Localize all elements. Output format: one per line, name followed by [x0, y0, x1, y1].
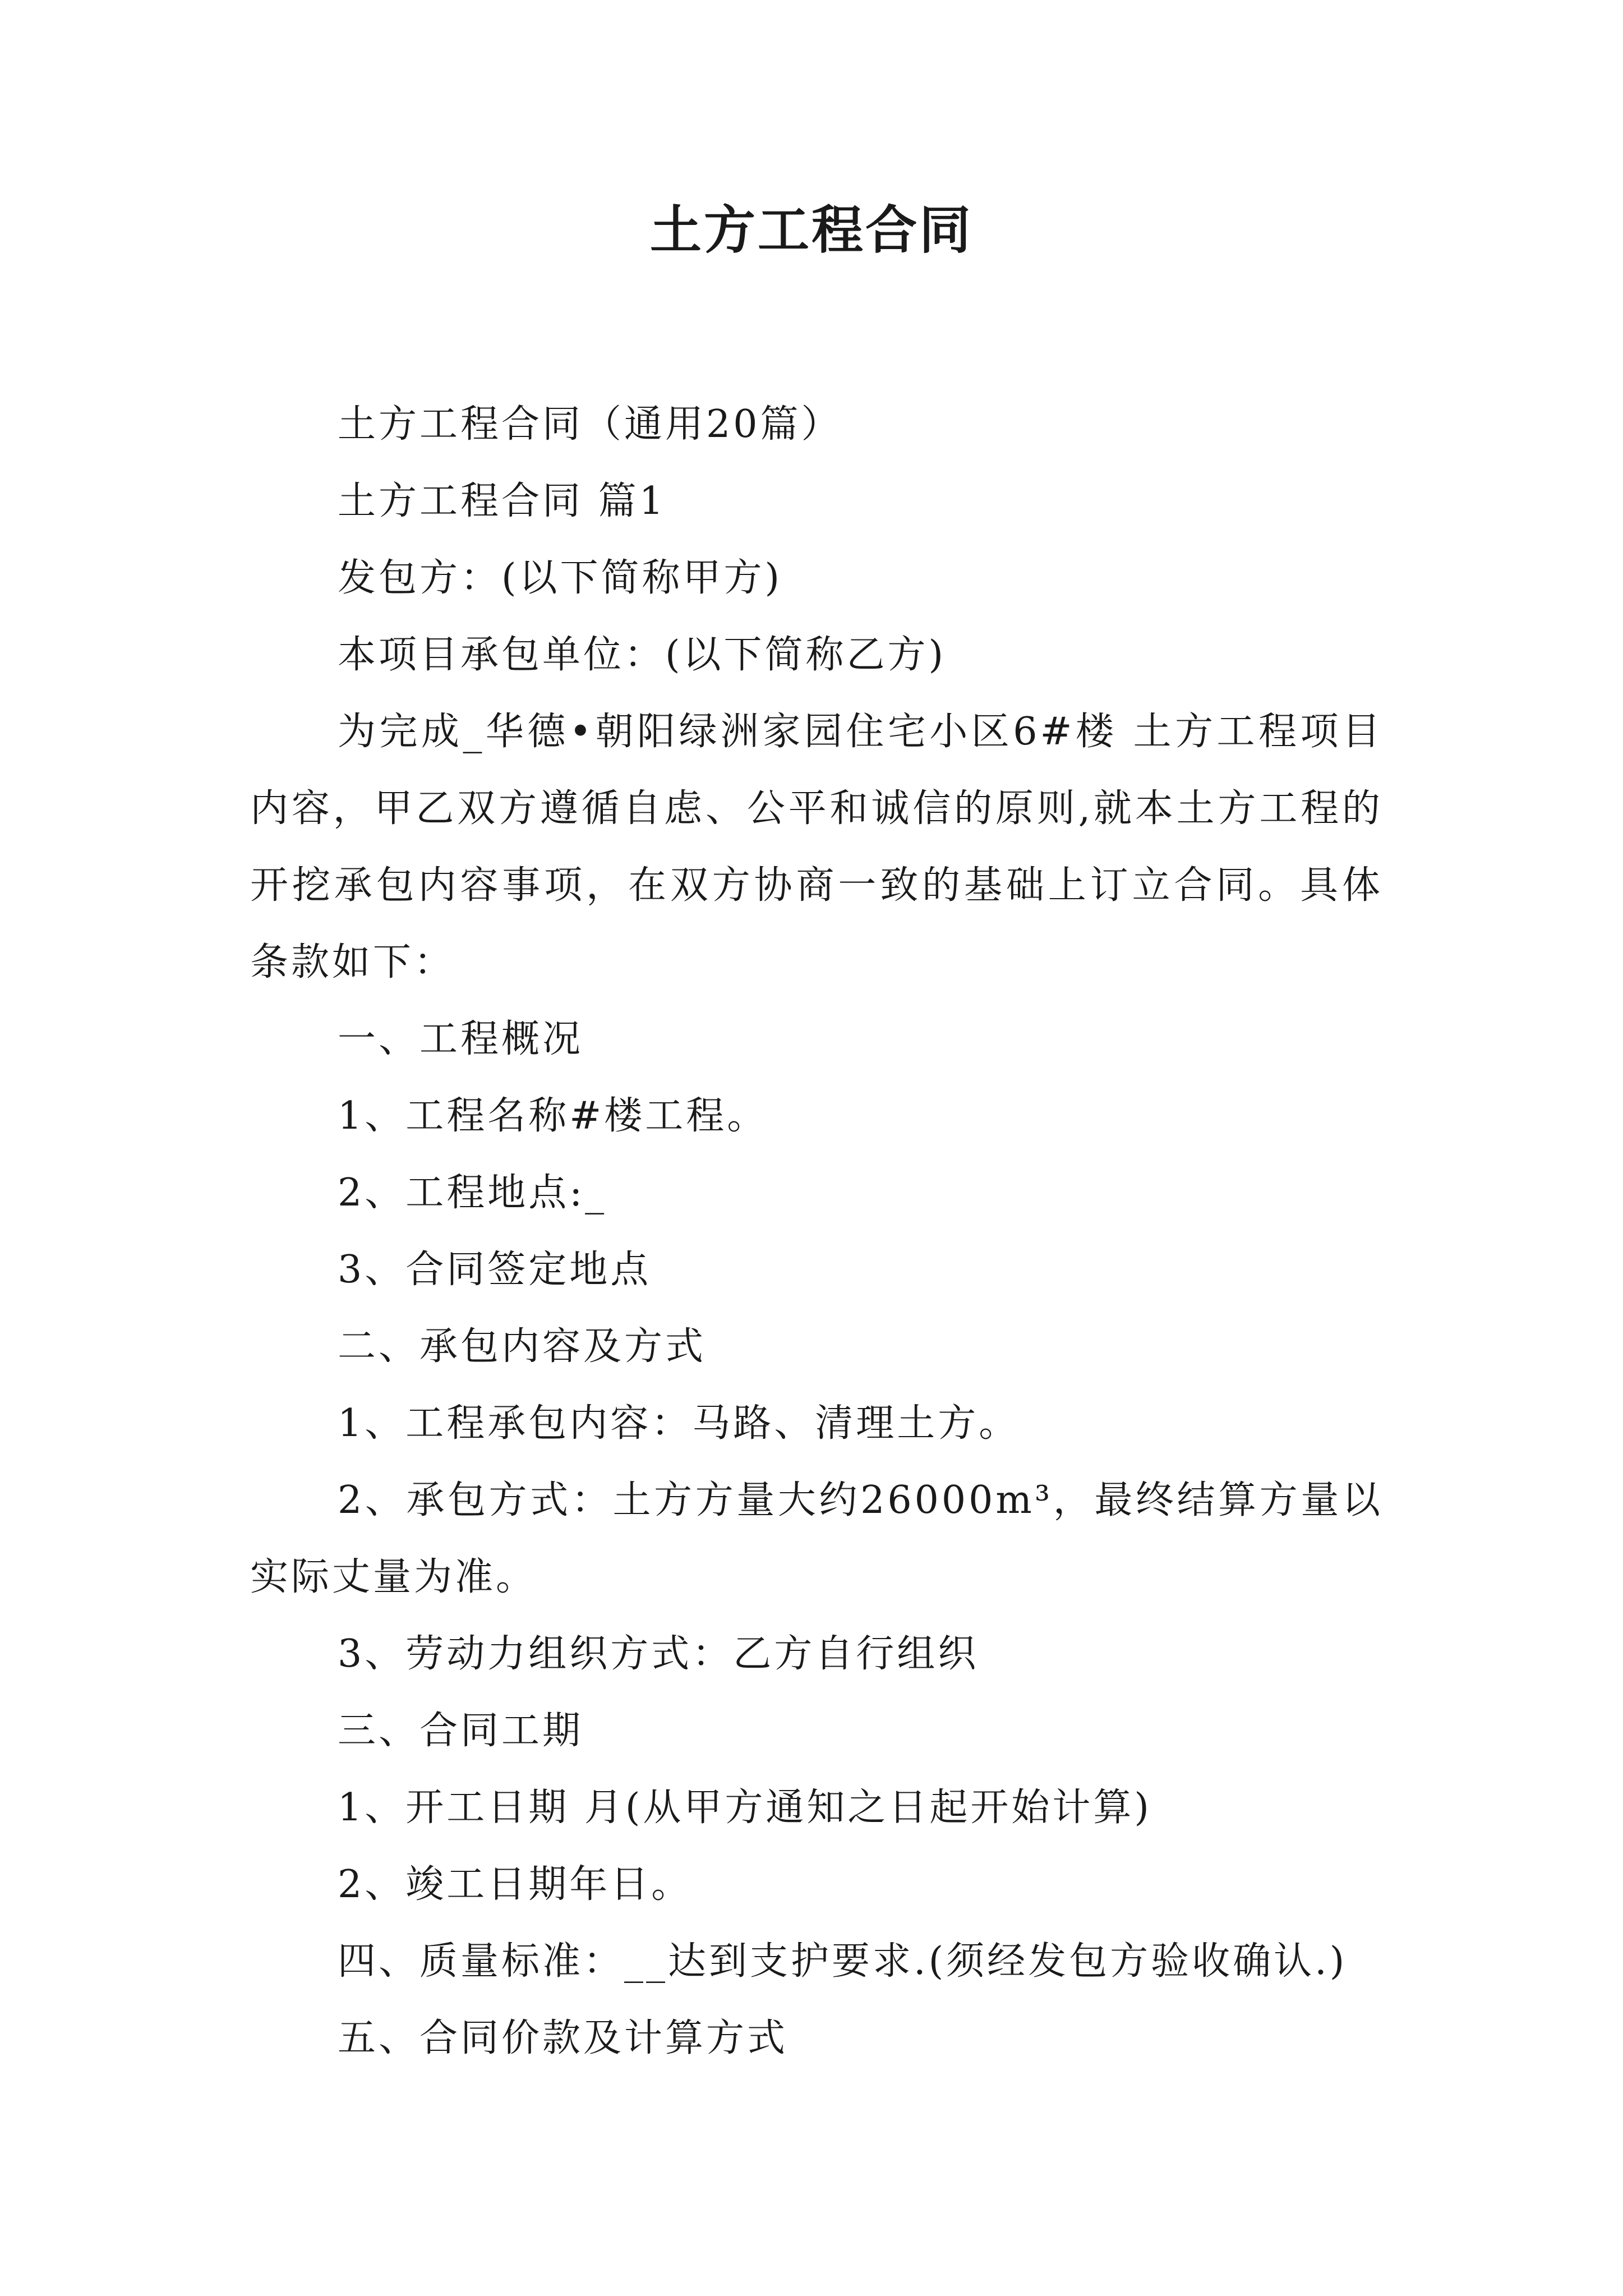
clause-heading: 五、合同价款及计算方式 — [338, 2016, 789, 2060]
intro-paragraph: 为完成_华德•朝阳绿洲家园住宅小区6#楼 土方工程项目内容，甲乙双方遵循自虑、公平和诚信的原则,就本土方工程的开挖承包内容事项，在双方协商一致的基础上订立合同。具体条款如下： — [250, 710, 1383, 984]
clause-item: 1、工程承包内容：马路、清理土方。 — [338, 1401, 1020, 1446]
clause-item: 3、合同签定地点 — [338, 1248, 652, 1292]
clause-item: 2、承包方式：土方方量大约26000m³，最终结算方量以实际丈量为准。 — [250, 1478, 1383, 1599]
clause-item: 1、开工日期 月(从甲方通知之日起开始计算) — [338, 1786, 1152, 1830]
clause-heading: 一、工程概况 — [338, 1017, 584, 1061]
clause-item: 2、竣工日期年日。 — [338, 1862, 693, 1907]
party-b-line: 本项目承包单位：(以下简称乙方) — [338, 633, 947, 677]
party-a-line: 发包方：(以下简称甲方) — [338, 556, 783, 600]
section-heading: 土方工程合同 篇1 — [338, 479, 666, 523]
clause-heading: 四、质量标准：__达到支护要求.(须经发包方验收确认.) — [338, 1939, 1348, 1984]
clause-item: 2、工程地点:_ — [338, 1171, 607, 1215]
clause-heading: 三、合同工期 — [338, 1709, 584, 1753]
subtitle-paragraph: 土方工程合同（通用20篇） — [338, 402, 842, 447]
document-title: 土方工程合同 — [649, 200, 973, 260]
document-body — [250, 386, 1383, 2077]
clause-heading: 二、承包内容及方式 — [338, 1324, 707, 1369]
clause-item: 3、劳动力组织方式：乙方自行组织 — [338, 1632, 979, 1676]
clause-item: 1、工程名称#楼工程。 — [338, 1094, 768, 1138]
